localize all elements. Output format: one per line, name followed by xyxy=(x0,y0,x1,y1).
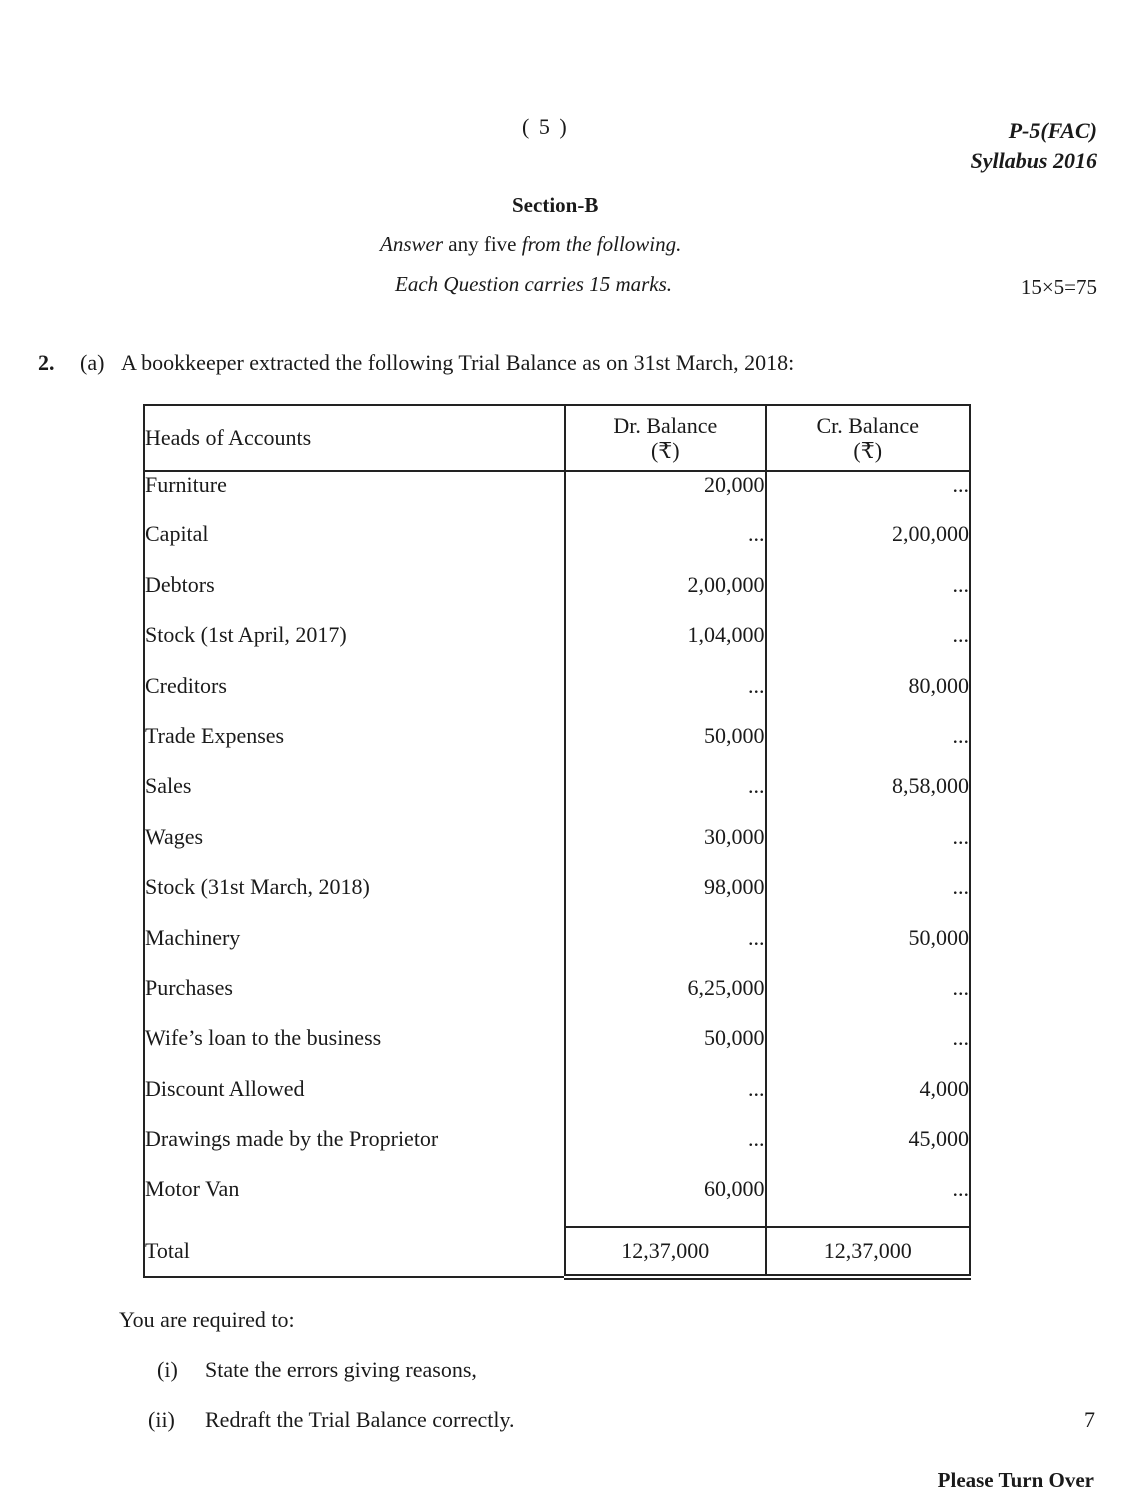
page-number: ( 5 ) xyxy=(522,114,569,139)
cr-amount: ... xyxy=(766,1025,970,1075)
syllabus-label: Syllabus 2016 xyxy=(970,148,1097,173)
dr-amount: 98,000 xyxy=(565,874,765,924)
table-row xyxy=(144,824,970,874)
cr-amount: ... xyxy=(766,975,970,1025)
dr-amount: 1,04,000 xyxy=(565,622,765,672)
table-row xyxy=(144,471,970,521)
requirement-text: Redraft the Trial Balance correctly. xyxy=(205,1407,515,1432)
total-row xyxy=(144,1227,970,1277)
dr-amount: 50,000 xyxy=(565,1025,765,1075)
dr-amount: 2,00,000 xyxy=(565,572,765,622)
cr-amount: ... xyxy=(766,622,970,672)
table-header-row xyxy=(144,405,970,471)
dr-amount: 6,25,000 xyxy=(565,975,765,1025)
requirements-intro: You are required to: xyxy=(119,1307,295,1332)
table-row xyxy=(144,975,970,1025)
section-marks: 15×5=75 xyxy=(1020,275,1097,299)
cr-amount: 50,000 xyxy=(766,925,970,975)
table-row xyxy=(144,1176,970,1226)
instruction-marks: Each Question carries 15 marks. xyxy=(395,272,673,296)
table-row xyxy=(144,572,970,622)
dr-amount: 30,000 xyxy=(565,824,765,874)
requirement-item xyxy=(148,1407,515,1433)
account-name: Sales xyxy=(144,773,565,823)
table-row xyxy=(144,1025,970,1075)
cr-amount: ... xyxy=(766,824,970,874)
dr-amount: ... xyxy=(565,521,765,571)
table-row xyxy=(144,1126,970,1176)
table-row xyxy=(144,1076,970,1126)
dr-amount: 50,000 xyxy=(565,723,765,773)
cr-amount: ... xyxy=(766,723,970,773)
table-row xyxy=(144,874,970,924)
cr-amount: 4,000 xyxy=(766,1076,970,1126)
account-name: Capital xyxy=(144,521,565,571)
dr-amount: 20,000 xyxy=(565,471,765,521)
requirement-item xyxy=(157,1357,477,1383)
cr-amount: ... xyxy=(766,1176,970,1226)
total-cr: 12,37,000 xyxy=(766,1227,970,1277)
requirement-label: (i) xyxy=(157,1357,178,1382)
trial-balance-table xyxy=(143,404,971,1280)
header-dr-label: Dr. Balance xyxy=(613,413,718,438)
account-name: Stock (1st April, 2017) xyxy=(144,622,565,672)
instruction-answer-five xyxy=(380,232,681,257)
header-cr-unit: (₹) xyxy=(853,438,883,463)
header-dr-unit: (₹) xyxy=(650,438,680,463)
table-row xyxy=(144,673,970,723)
question-marks: 7 xyxy=(1084,1407,1095,1432)
cr-amount: ... xyxy=(766,471,970,521)
account-name: Drawings made by the Proprietor xyxy=(144,1126,565,1176)
instruction-part-a: Answer xyxy=(380,232,443,256)
question-text: A bookkeeper extracted the following Trial Balance as on 31st March, 2018: xyxy=(121,350,795,375)
cr-amount: ... xyxy=(766,874,970,924)
header-cr-label: Cr. Balance xyxy=(816,413,920,438)
table-row xyxy=(144,622,970,672)
dr-amount: 60,000 xyxy=(565,1176,765,1226)
instruction-part-c: from the following. xyxy=(521,232,682,256)
account-name: Debtors xyxy=(144,572,565,622)
cr-amount: 80,000 xyxy=(766,673,970,723)
account-name: Furniture xyxy=(144,471,565,521)
account-name: Creditors xyxy=(144,673,565,723)
please-turn-over: Please Turn Over xyxy=(937,1468,1094,1492)
dr-amount: ... xyxy=(565,773,765,823)
total-dr: 12,37,000 xyxy=(565,1227,765,1277)
dr-amount: ... xyxy=(565,925,765,975)
dr-amount: ... xyxy=(565,673,765,723)
account-name: Purchases xyxy=(144,975,565,1025)
account-name: Motor Van xyxy=(144,1176,565,1226)
account-name: Discount Allowed xyxy=(144,1076,565,1126)
header-cr-balance xyxy=(766,405,970,471)
header-dr-balance xyxy=(565,405,765,471)
requirement-text: State the errors giving reasons, xyxy=(205,1357,477,1382)
account-name: Wages xyxy=(144,824,565,874)
cr-amount: 8,58,000 xyxy=(766,773,970,823)
header-accounts: Heads of Accounts xyxy=(144,405,565,471)
account-name: Wife’s loan to the business xyxy=(144,1025,565,1075)
dr-amount: ... xyxy=(565,1126,765,1176)
account-name: Trade Expenses xyxy=(144,723,565,773)
section-title: Section-B xyxy=(512,193,599,217)
paper-code: P-5(FAC) xyxy=(1008,118,1097,143)
table-row xyxy=(144,723,970,773)
table-row xyxy=(144,521,970,571)
paper-code-block xyxy=(970,116,1097,176)
account-name: Stock (31st March, 2018) xyxy=(144,874,565,924)
cr-amount: ... xyxy=(766,572,970,622)
dr-amount: ... xyxy=(565,1076,765,1126)
requirement-label: (ii) xyxy=(148,1407,175,1432)
instruction-part-b: any five xyxy=(443,232,522,256)
question-part: (a) xyxy=(80,350,105,375)
account-name: Machinery xyxy=(144,925,565,975)
total-label: Total xyxy=(144,1227,565,1277)
cr-amount: 2,00,000 xyxy=(766,521,970,571)
table-row xyxy=(144,925,970,975)
table-row xyxy=(144,773,970,823)
question-number: 2. xyxy=(38,350,55,375)
cr-amount: 45,000 xyxy=(766,1126,970,1176)
